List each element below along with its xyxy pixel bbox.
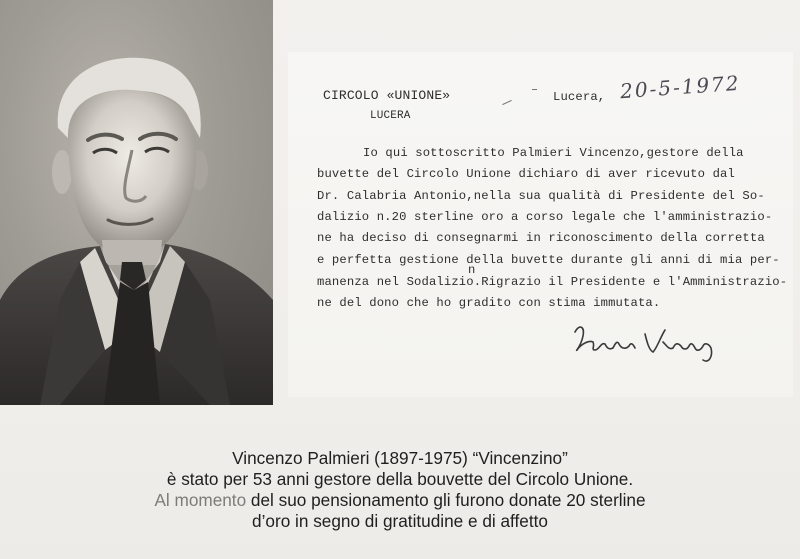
letter-line: manenza nel Sodalizio.Rigrazio il Presidente e l'Amministrazio- — [317, 275, 788, 289]
letter-line: buvette del Circolo Unione dichiaro di aver ricevuto dal — [317, 167, 735, 181]
letterhead: CIRCOLO «UNIONE» — [323, 88, 451, 103]
typing-mark — [532, 89, 537, 90]
letter-line: dalizio n.20 sterline oro a corso legale che l'amministrazio- — [317, 210, 773, 224]
portrait-illustration — [0, 0, 273, 405]
caption-faded-text: Al momento — [154, 490, 247, 510]
caption-text: del suo pensionamento gli furono donate 20 sterline — [246, 490, 646, 510]
caption-line: Vincenzo Palmieri (1897-1975) “Vincenzino” — [232, 448, 568, 468]
photo-caption — [0, 448, 800, 532]
letter-place: Lucera, — [553, 90, 606, 104]
typed-letter — [288, 52, 793, 397]
letter-line: e perfetta gestione della buvette durante gli anni di mia per- — [317, 253, 780, 267]
handwritten-date: 20-5-1972 — [619, 70, 742, 104]
portrait-photo — [0, 0, 273, 405]
letterhead-city: LUCERA — [370, 110, 411, 122]
letter-line: ne del dono che ho gradito con stima immutata. — [317, 296, 661, 310]
caption-line — [0, 490, 800, 511]
typing-mark — [502, 100, 511, 105]
letter-line: Dr. Calabria Antonio,nella sua qualità di Presidente del So- — [317, 189, 765, 203]
letter-line: Io qui sottoscritto Palmieri Vincenzo,gestore della — [363, 146, 744, 160]
caption-line: è stato per 53 anni gestore della bouvette del Circolo Unione. — [166, 469, 634, 489]
handwritten-signature — [571, 320, 736, 368]
correction-mark: n — [468, 263, 476, 277]
caption-line: d’oro in segno di gratitudine e di affetto — [252, 511, 548, 531]
letter-line: ne ha deciso di consegnarmi in riconoscimento della corretta — [317, 231, 765, 245]
